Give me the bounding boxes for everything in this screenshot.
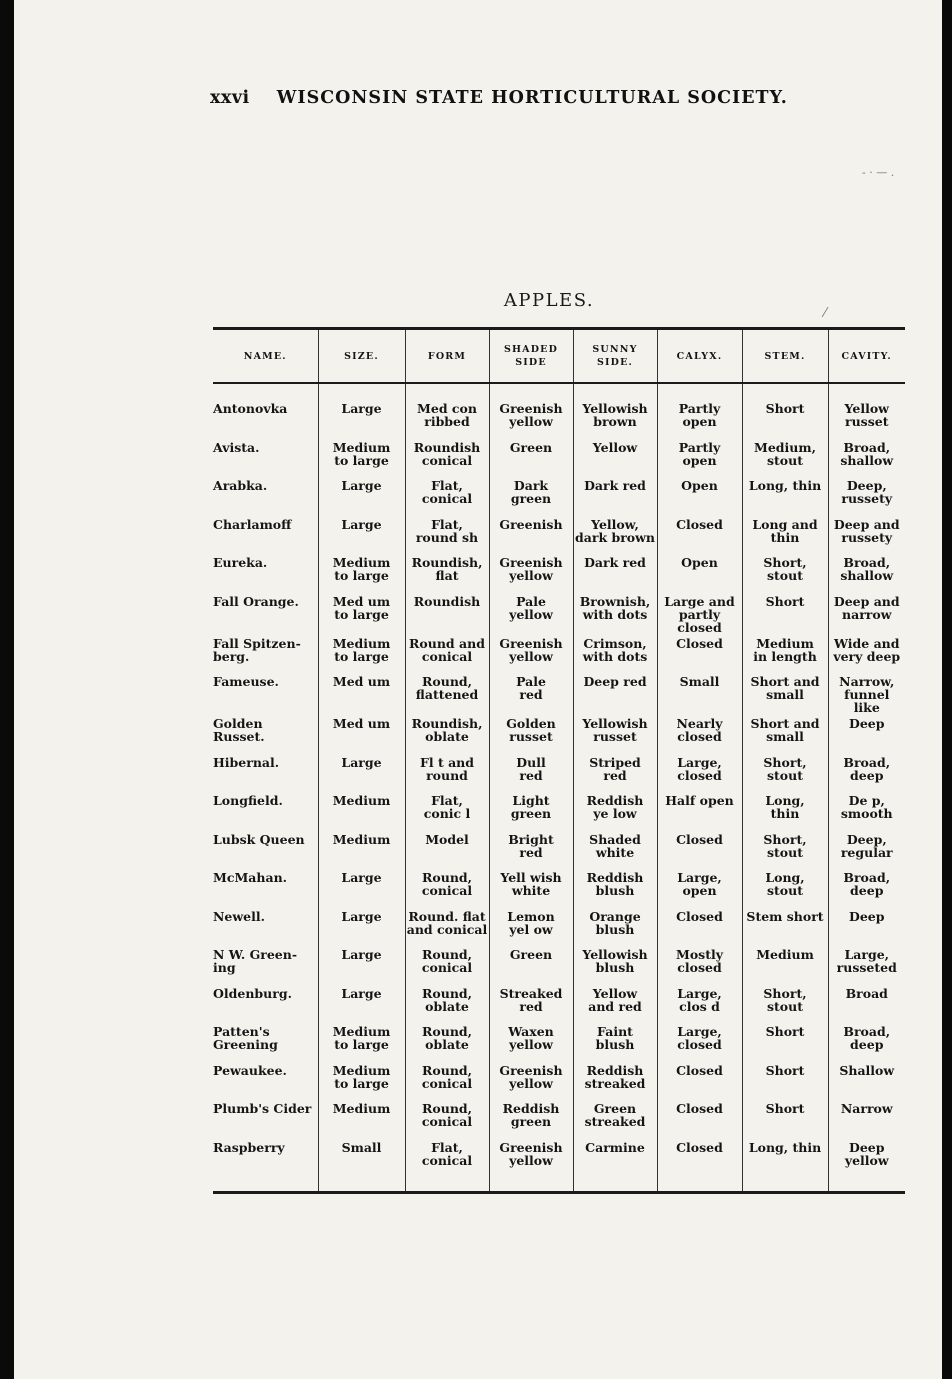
cell-stem: Short, stout xyxy=(742,984,828,1023)
cell-sunny-side: Yellowish blush xyxy=(573,945,657,984)
cell-calyx: Closed xyxy=(657,1061,742,1100)
cell-shaded-side: Dull red xyxy=(489,753,573,792)
cell-size: Large xyxy=(318,515,405,554)
cell-calyx: Closed xyxy=(657,1138,742,1193)
table-row xyxy=(213,672,905,714)
cell-form: Round, conical xyxy=(405,1099,489,1138)
cell-calyx: Large, clos d xyxy=(657,984,742,1023)
cell-stem: Medium xyxy=(742,945,828,984)
column-header-stem: STEM. xyxy=(742,329,828,384)
table-row xyxy=(213,830,905,869)
cell-calyx: Large, closed xyxy=(657,753,742,792)
table-row xyxy=(213,1022,905,1061)
cell-size: Large xyxy=(318,753,405,792)
cell-shaded-side: Greenish yellow xyxy=(489,553,573,592)
cell-calyx: Large, open xyxy=(657,868,742,907)
cell-cavity: Deep, regular xyxy=(828,830,905,869)
table-row xyxy=(213,714,905,753)
cell-form: Model xyxy=(405,830,489,869)
table-row xyxy=(213,984,905,1023)
column-header-size: SIZE. xyxy=(318,329,405,384)
cell-variety-name: Fall Orange. xyxy=(213,593,299,609)
table-row xyxy=(213,438,905,477)
cell-form: Round, oblate xyxy=(405,1022,489,1061)
cell-stem: Long, thin xyxy=(742,476,828,515)
cell-size: Medium to large xyxy=(318,634,405,673)
cell-variety-name: Patten's Greening xyxy=(213,1024,278,1052)
table-row xyxy=(213,1061,905,1100)
cell-size: Large xyxy=(318,476,405,515)
cell-size: Medium to large xyxy=(318,1061,405,1100)
cell-stem: Short and small xyxy=(742,714,828,753)
cell-stem: Short, stout xyxy=(742,553,828,592)
cell-stem: Short xyxy=(742,1061,828,1100)
cell-cavity: Deep yellow xyxy=(828,1138,905,1193)
column-header-calyx: CALYX. xyxy=(657,329,742,384)
cell-shaded-side: Reddish green xyxy=(489,1099,573,1138)
cell-shaded-side: Yell wish white xyxy=(489,868,573,907)
cell-cavity: Broad, deep xyxy=(828,753,905,792)
cell-size: Large xyxy=(318,868,405,907)
cell-calyx: Mostly closed xyxy=(657,945,742,984)
table-title: APPLES. xyxy=(503,290,595,311)
table-row xyxy=(213,383,905,438)
cell-sunny-side: Yellowish brown xyxy=(573,383,657,438)
cell-variety-name: Plumb's Cider xyxy=(213,1101,312,1116)
cell-cavity: Broad, shallow xyxy=(828,553,905,592)
cell-size: Medium xyxy=(318,830,405,869)
cell-shaded-side: Dark green xyxy=(489,476,573,515)
cell-stem: Short xyxy=(742,1099,828,1138)
cell-size: Med um xyxy=(318,672,405,714)
cell-shaded-side: Streaked red xyxy=(489,984,573,1023)
cell-form: Round, conical xyxy=(405,868,489,907)
book-page xyxy=(14,0,942,1379)
cell-form: Roundish, oblate xyxy=(405,714,489,753)
cell-form: Round, oblate xyxy=(405,984,489,1023)
cell-calyx: Closed xyxy=(657,515,742,554)
cell-size: Medium to large xyxy=(318,438,405,477)
cell-size: Medium xyxy=(318,791,405,830)
cell-shaded-side: Greenish yellow xyxy=(489,634,573,673)
column-header-sunny-side: SUNNY SIDE. xyxy=(573,329,657,384)
cell-cavity: Broad, deep xyxy=(828,868,905,907)
cell-size: Large xyxy=(318,984,405,1023)
cell-sunny-side: Brownish, with dots xyxy=(573,592,657,634)
cell-calyx: Open xyxy=(657,476,742,515)
cell-variety-name: Avista. xyxy=(213,439,260,455)
cell-stem: Short, stout xyxy=(742,830,828,869)
cell-variety-name: Golden Russet. xyxy=(213,716,265,744)
cell-variety-name: Fameuse. xyxy=(213,674,279,689)
cell-sunny-side: Deep red xyxy=(573,672,657,714)
table-row xyxy=(213,907,905,946)
cell-stem: Medium in length xyxy=(742,634,828,673)
cell-sunny-side: Faint blush xyxy=(573,1022,657,1061)
table-row xyxy=(213,634,905,673)
table-row xyxy=(213,1138,905,1193)
cell-cavity: Large, russeted xyxy=(828,945,905,984)
cell-sunny-side: Reddish ye low xyxy=(573,791,657,830)
cell-form: Roundish xyxy=(405,592,489,634)
cell-sunny-side: Dark red xyxy=(573,553,657,592)
cell-form: Round, flattened xyxy=(405,672,489,714)
cell-sunny-side: Orange blush xyxy=(573,907,657,946)
running-head xyxy=(210,88,788,108)
cell-cavity: Deep xyxy=(828,907,905,946)
cell-sunny-side: Crimson, with dots xyxy=(573,634,657,673)
table-row xyxy=(213,791,905,830)
cell-cavity: Broad, deep xyxy=(828,1022,905,1061)
cell-cavity: Deep, russety xyxy=(828,476,905,515)
cell-size: Med um xyxy=(318,714,405,753)
cell-stem: Short xyxy=(742,383,828,438)
table-row xyxy=(213,868,905,907)
cell-cavity: Deep xyxy=(828,714,905,753)
cell-sunny-side: Carmine xyxy=(573,1138,657,1193)
table-row xyxy=(213,945,905,984)
cell-form: Med con ribbed xyxy=(405,383,489,438)
cell-sunny-side: Yellow, dark brown xyxy=(573,515,657,554)
cell-variety-name: McMahan. xyxy=(213,870,288,885)
cell-variety-name: Pewaukee. xyxy=(213,1062,287,1078)
cell-cavity: Deep and narrow xyxy=(828,592,905,634)
cell-calyx: Large and partly closed xyxy=(657,592,742,634)
stray-print-mark: - · — . xyxy=(862,166,895,179)
cell-calyx: Partly open xyxy=(657,438,742,477)
cell-size: Large xyxy=(318,945,405,984)
cell-stem: Long, thin xyxy=(742,1138,828,1193)
cell-form: Roundish conical xyxy=(405,438,489,477)
cell-sunny-side: Green streaked xyxy=(573,1099,657,1138)
cell-size: Large xyxy=(318,383,405,438)
cell-sunny-side: Reddish blush xyxy=(573,868,657,907)
cell-variety-name: Charlamoff xyxy=(213,516,292,532)
cell-shaded-side: Waxen yellow xyxy=(489,1022,573,1061)
cell-shaded-side: Golden russet xyxy=(489,714,573,753)
cell-form: Flat, round sh xyxy=(405,515,489,554)
cell-stem: Long and thin xyxy=(742,515,828,554)
cell-cavity: Broad, shallow xyxy=(828,438,905,477)
cell-variety-name: Newell. xyxy=(213,908,265,924)
cell-size: Medium to large xyxy=(318,1022,405,1061)
cell-calyx: Partly open xyxy=(657,383,742,438)
cell-cavity: Broad xyxy=(828,984,905,1023)
cell-form: Round. flat and conical xyxy=(405,907,489,946)
column-header-name: NAME. xyxy=(243,350,287,362)
cell-stem: Long, thin xyxy=(742,791,828,830)
cell-sunny-side: Yellow xyxy=(573,438,657,477)
cell-form: Round and conical xyxy=(405,634,489,673)
cell-calyx: Small xyxy=(657,672,742,714)
cell-shaded-side: Greenish yellow xyxy=(489,1138,573,1193)
cell-size: Small xyxy=(318,1138,405,1193)
cell-form: Fl t and round xyxy=(405,753,489,792)
running-title: WISCONSIN STATE HORTICULTURAL SOCIETY. xyxy=(276,88,788,108)
table-row xyxy=(213,553,905,592)
cell-size: Medium to large xyxy=(318,553,405,592)
cell-shaded-side: Greenish yellow xyxy=(489,1061,573,1100)
cell-sunny-side: Shaded white xyxy=(573,830,657,869)
cell-size: Large xyxy=(318,907,405,946)
cell-stem: Stem short xyxy=(742,907,828,946)
cell-form: Round, conical xyxy=(405,945,489,984)
cell-stem: Short xyxy=(742,592,828,634)
cell-cavity: Narrow, funnel like xyxy=(828,672,905,714)
cell-form: Flat, conical xyxy=(405,476,489,515)
cell-shaded-side: Pale yellow xyxy=(489,592,573,634)
cell-sunny-side: Yellow and red xyxy=(573,984,657,1023)
cell-cavity: Shallow xyxy=(828,1061,905,1100)
cell-variety-name: N W. Green- ing xyxy=(213,947,298,975)
cell-stem: Long, stout xyxy=(742,868,828,907)
cell-form: Roundish, flat xyxy=(405,553,489,592)
table-row xyxy=(213,592,905,634)
table-row xyxy=(213,515,905,554)
cell-size: Med um to large xyxy=(318,592,405,634)
cell-cavity: Yellow russet xyxy=(828,383,905,438)
cell-calyx: Half open xyxy=(657,791,742,830)
cell-stem: Short, stout xyxy=(742,753,828,792)
cell-calyx: Open xyxy=(657,553,742,592)
cell-variety-name: Antonovka xyxy=(213,401,288,416)
cell-variety-name: Lubsk Queen xyxy=(213,831,305,847)
cell-form: Round, conical xyxy=(405,1061,489,1100)
cell-variety-name: Fall Spitzen- berg. xyxy=(213,635,301,664)
column-header-shaded-side: SHADED SIDE xyxy=(489,329,573,384)
cell-stem: Short xyxy=(742,1022,828,1061)
cell-cavity: De p, smooth xyxy=(828,791,905,830)
cell-sunny-side: Striped red xyxy=(573,753,657,792)
page-number: xxvi xyxy=(210,88,250,108)
cell-sunny-side: Yellowish russet xyxy=(573,714,657,753)
column-header-cavity: CAVITY. xyxy=(828,329,905,384)
table-row xyxy=(213,476,905,515)
cell-shaded-side: Greenish xyxy=(489,515,573,554)
table-header-row xyxy=(213,329,905,384)
cell-shaded-side: Pale red xyxy=(489,672,573,714)
cell-variety-name: Eureka. xyxy=(213,555,268,570)
cell-variety-name: Longfield. xyxy=(213,793,283,808)
cell-shaded-side: Light green xyxy=(489,791,573,830)
table-row xyxy=(213,753,905,792)
cell-shaded-side: Green xyxy=(489,438,573,477)
apple-varieties-table xyxy=(213,327,905,1194)
cell-cavity: Deep and russety xyxy=(828,515,905,554)
cell-form: Flat, conical xyxy=(405,1138,489,1193)
cell-shaded-side: Green xyxy=(489,945,573,984)
cell-size: Medium xyxy=(318,1099,405,1138)
table-row xyxy=(213,1099,905,1138)
cell-shaded-side: Lemon yel ow xyxy=(489,907,573,946)
cell-cavity: Narrow xyxy=(828,1099,905,1138)
stray-tick-mark: ⁄ xyxy=(824,306,827,321)
cell-calyx: Closed xyxy=(657,1099,742,1138)
cell-calyx: Large, closed xyxy=(657,1022,742,1061)
cell-cavity: Wide and very deep xyxy=(828,634,905,673)
cell-stem: Medium, stout xyxy=(742,438,828,477)
cell-shaded-side: Greenish yellow xyxy=(489,383,573,438)
cell-variety-name: Hibernal. xyxy=(213,754,280,770)
cell-shaded-side: Bright red xyxy=(489,830,573,869)
column-header-form: FORM xyxy=(405,329,489,384)
cell-variety-name: Arabka. xyxy=(213,478,268,493)
cell-calyx: Closed xyxy=(657,907,742,946)
cell-form: Flat, conic l xyxy=(405,791,489,830)
cell-sunny-side: Dark red xyxy=(573,476,657,515)
cell-stem: Short and small xyxy=(742,672,828,714)
cell-calyx: Closed xyxy=(657,634,742,673)
cell-variety-name: Oldenburg. xyxy=(213,985,292,1001)
cell-variety-name: Raspberry xyxy=(213,1139,285,1155)
cell-sunny-side: Reddish streaked xyxy=(573,1061,657,1100)
cell-calyx: Closed xyxy=(657,830,742,869)
cell-calyx: Nearly closed xyxy=(657,714,742,753)
